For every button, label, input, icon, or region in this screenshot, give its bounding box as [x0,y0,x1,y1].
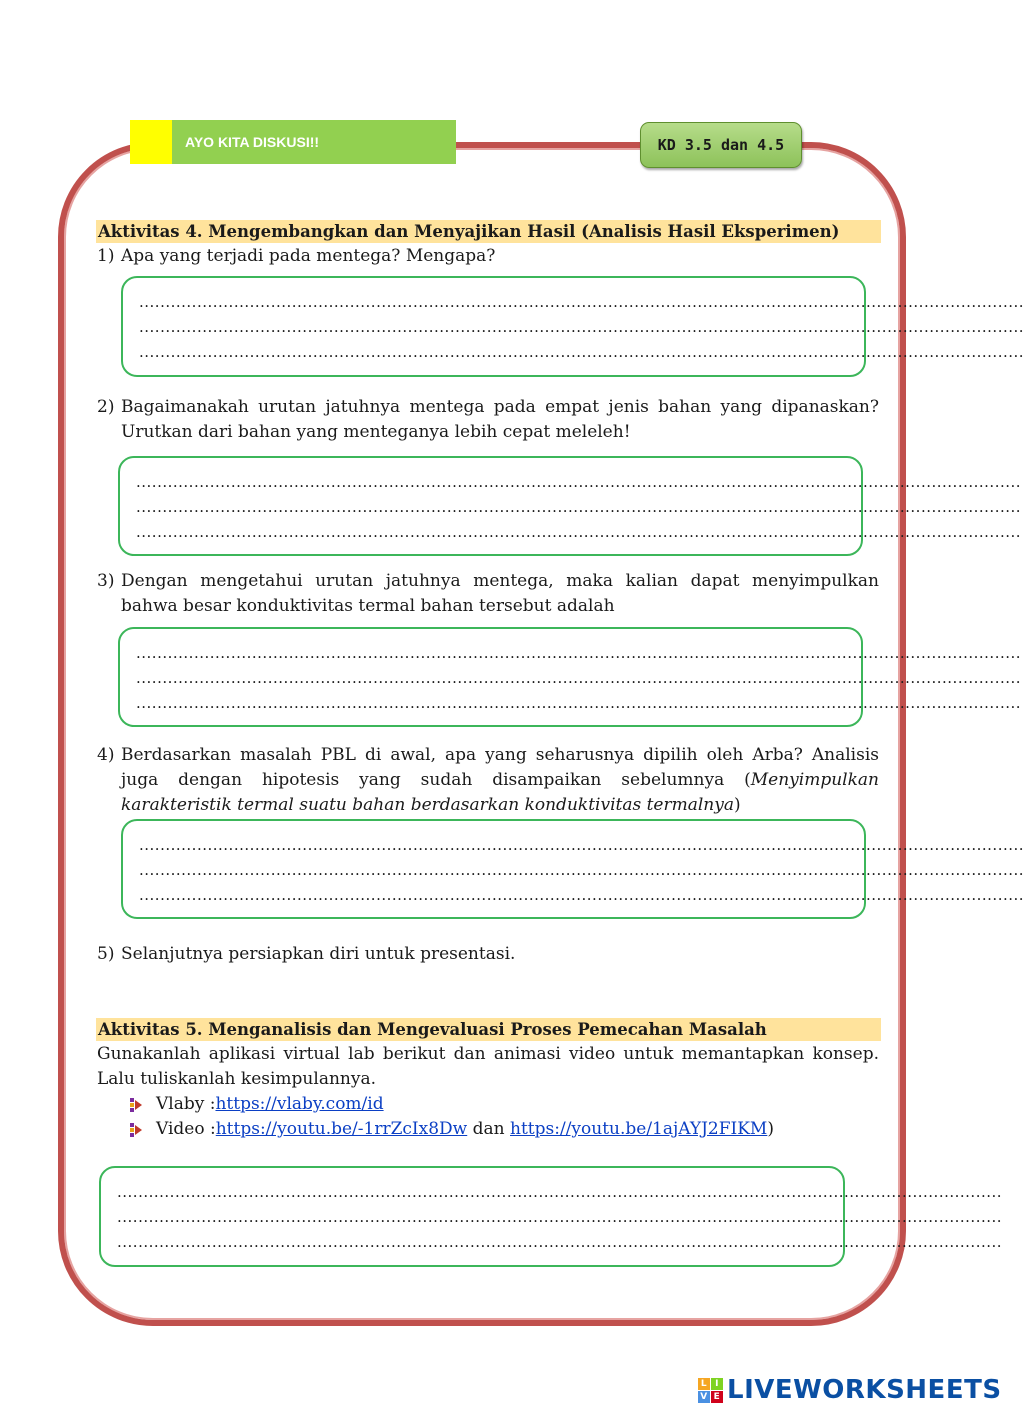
answer-line[interactable]: ........................................................................................................................................................................ [117,1183,1003,1201]
answer-line[interactable]: ........................................................................................................................................................................ [139,861,1024,879]
question-text-tail: ) [734,795,741,815]
answer-line[interactable]: ........................................................................................................................................................................ [136,473,1022,491]
arrow-bullet-icon [126,1121,144,1139]
liveworksheets-logo [698,1375,1002,1405]
video-link-1[interactable]: https://youtu.be/-1rrZcIx8Dw [215,1119,468,1139]
answer-line[interactable]: ........................................................................................................................................................................ [136,498,1022,516]
video-bullet [126,1117,774,1142]
vlaby-label: Vlaby : [156,1094,216,1114]
question-1 [97,244,879,269]
logo-text: LIVEWORKSHEETS [727,1375,1002,1405]
question-number: 2) [97,397,115,417]
activity5-title: Aktivitas 5. Menganalisis dan Mengevaluasi Proses Pemecahan Masalah [96,1018,881,1041]
question-number: 5) [97,944,115,964]
vlaby-bullet [126,1092,384,1117]
answer-line[interactable]: ........................................................................................................................................................................ [136,644,1022,662]
answer-box-2[interactable] [118,456,1022,556]
question-text: Selanjutnya persiapkan diri untuk presentasi. [121,944,516,964]
arrow-bullet-icon [126,1096,144,1114]
answer-line[interactable]: ........................................................................................................................................................................ [136,523,1022,541]
question-text-main: Berdasarkan masalah PBL di awal, apa yang seharusnya dipilih oleh Arba? Analisis juga dengan hipotesis yang sudah disampaikan sebelumnya ( [121,745,879,790]
answer-line[interactable]: ........................................................................................................................................................................ [139,343,1024,361]
answer-line[interactable]: ........................................................................................................................................................................ [117,1233,1003,1251]
header-accent [130,120,172,164]
question-2 [97,395,879,445]
question-text: Bagaimanakah urutan jatuhnya mentega pada empat jenis bahan yang dipanaskan? Urutkan dari bahan yang menteganya lebih cepat meleleh! [121,397,879,442]
question-text: Apa yang terjadi pada mentega? Mengapa? [121,246,496,266]
video-link-2[interactable]: https://youtu.be/1ajAYJ2FIKM [510,1119,768,1139]
section-header-tab [130,120,456,164]
answer-box-5[interactable] [99,1166,1003,1267]
activity4-title: Aktivitas 4. Mengembangkan dan Menyajikan Hasil (Analisis Hasil Eksperimen) [96,220,881,243]
answer-box-1[interactable] [121,276,1024,377]
header-tab-label: AYO KITA DISKUSI!! [185,134,320,150]
question-number: 4) [97,745,115,765]
answer-line[interactable]: ........................................................................................................................................................................ [139,318,1024,336]
question-5 [97,942,879,967]
video-close-paren: ) [767,1119,774,1139]
question-text [97,743,879,818]
answer-line[interactable]: ........................................................................................................................................................................ [136,669,1022,687]
answer-line[interactable]: ........................................................................................................................................................................ [139,293,1024,311]
question-3 [97,569,879,619]
question-number: 1) [97,246,115,266]
vlaby-link[interactable]: https://vlaby.com/id [215,1094,384,1114]
answer-line[interactable]: ........................................................................................................................................................................ [139,836,1024,854]
answer-line[interactable]: ........................................................................................................................................................................ [117,1208,1003,1226]
logo-blocks-icon: L I V E [698,1378,723,1403]
kd-badge: KD 3.5 dan 4.5 [640,122,802,168]
video-and-text: dan [467,1119,511,1139]
question-text: Dengan mengetahui urutan jatuhnya mentega, maka kalian dapat menyimpulkan bahwa besar konduktivitas termal bahan tersebut adalah [121,571,879,616]
answer-box-4[interactable] [121,819,1024,919]
answer-line[interactable]: ........................................................................................................................................................................ [136,694,1022,712]
question-text-italic: Menyimpulkan karakteristik termal suatu bahan berdasarkan konduktivitas termalnya [121,770,879,815]
answer-box-3[interactable] [118,627,1022,727]
answer-line[interactable]: ........................................................................................................................................................................ [139,886,1024,904]
activity5-intro: Gunakanlah aplikasi virtual lab berikut dan animasi video untuk memantapkan konsep. Lalu tuliskanlah kesimpulannya. [97,1044,879,1089]
video-label: Video : [156,1119,216,1139]
question-number: 3) [97,571,115,591]
question-4 [97,743,879,818]
